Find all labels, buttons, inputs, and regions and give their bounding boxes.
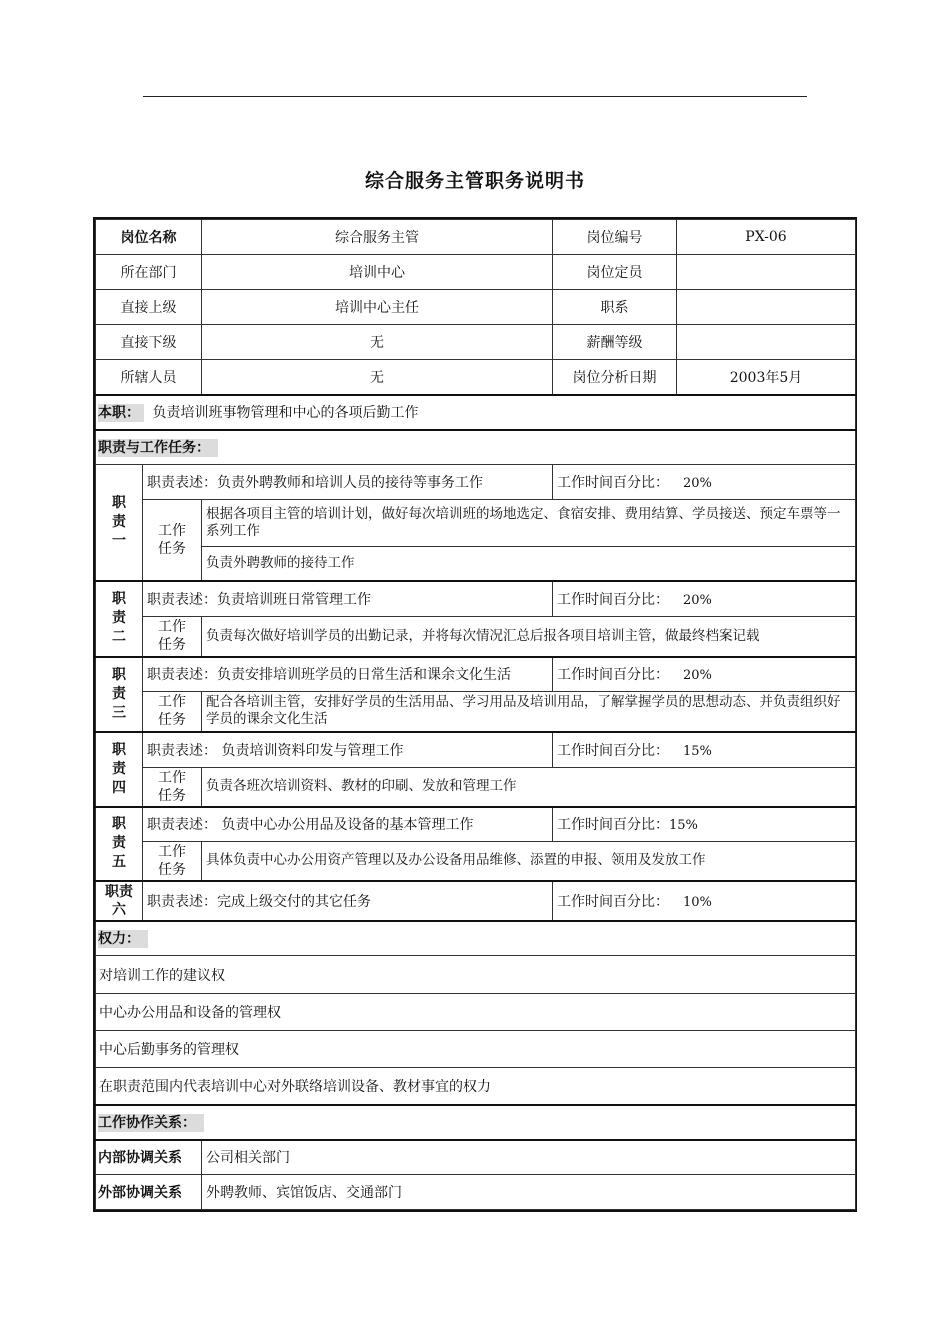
row-position-name [96, 220, 856, 255]
duty-1-label: 职 责 一 [96, 465, 143, 581]
row-core-duty [96, 395, 856, 430]
staff-value: 无 [202, 360, 553, 395]
duty-6-label: 职责 六 [96, 881, 143, 921]
duty-2-percentage: 工作时间百分比： 20% [553, 581, 856, 617]
row-relations-header [96, 1105, 856, 1140]
row-powers-header [96, 921, 856, 956]
position-code-value: PX-06 [677, 220, 856, 255]
department-label: 所在部门 [96, 255, 202, 290]
core-duty-text: 负责培训班事物管理和中心的各项后勤工作 [152, 405, 419, 421]
power-row [96, 1068, 856, 1105]
duty-task-row [96, 547, 856, 581]
headcount-label: 岗位定员 [553, 255, 677, 290]
duties-header: 职责与工作任务： [98, 439, 218, 457]
power-item: 中心后勤事务的管理权 [96, 1031, 856, 1068]
duty-4-percentage: 工作时间百分比： 15% [553, 732, 856, 768]
document-title: 综合服务主管职务说明书 [364, 170, 585, 192]
duty-3-label: 职 责 三 [96, 657, 143, 732]
staff-label: 所辖人员 [96, 360, 202, 395]
relation-row [96, 1175, 856, 1210]
duty-4-description: 职责表述： 负责培训资料印发与管理工作 [143, 732, 553, 768]
duty-1-task-label: 工作 任务 [143, 500, 202, 581]
duty-row [96, 465, 856, 500]
row-staff [96, 360, 856, 395]
power-item: 中心办公用品和设备的管理权 [96, 994, 856, 1031]
duty-task-row [96, 842, 856, 881]
duty-task-row [96, 692, 856, 732]
duty-row [96, 657, 856, 692]
duty-task-row [96, 617, 856, 657]
duty-1-task-1: 根据各项目主管的培训计划，做好每次培训班的场地选定、食宿安排、费用结算、学员接送、预定车票等一系列工作 [202, 500, 856, 547]
relations-header: 工作协作关系： [98, 1114, 204, 1132]
duty-row [96, 807, 856, 842]
row-superior [96, 290, 856, 325]
duty-task-row [96, 500, 856, 547]
duty-2-task-1: 负责每次做好培训学员的出勤记录，并将每次情况汇总后报各项目培训主管，做最终档案记载 [202, 617, 856, 657]
duty-5-description: 职责表述： 负责中心办公用品及设备的基本管理工作 [143, 807, 553, 842]
header-rule [143, 96, 807, 97]
department-value: 培训中心 [202, 255, 553, 290]
duty-2-description: 职责表述：负责培训班日常管理工作 [143, 581, 553, 617]
duty-4-task-label: 工作 任务 [143, 768, 202, 807]
duty-1-description: 职责表述：负责外聘教师和培训人员的接待等事务工作 [143, 465, 553, 500]
duties-header-cell [96, 430, 856, 465]
duty-task-row [96, 768, 856, 807]
analysis-date-label: 岗位分析日期 [553, 360, 677, 395]
duty-6-description: 职责表述：完成上级交付的其它任务 [143, 881, 553, 921]
row-department [96, 255, 856, 290]
duty-2-label: 职 责 二 [96, 581, 143, 657]
power-row [96, 956, 856, 994]
job-series-label: 职系 [553, 290, 677, 325]
duty-3-task-label: 工作 任务 [143, 692, 202, 732]
duty-4-label: 职 责 四 [96, 732, 143, 807]
subordinate-label: 直接下级 [96, 325, 202, 360]
power-row [96, 994, 856, 1031]
duty-3-task-1: 配合各培训主管，安排好学员的生活用品、学习用品及培训用品，了解掌握学员的思想动态、并负责组织好学员的课余文化生活 [202, 692, 856, 732]
position-name-label: 岗位名称 [96, 220, 202, 255]
job-description-table [95, 219, 856, 1210]
powers-header: 权力： [98, 930, 148, 948]
relation-row [96, 1140, 856, 1175]
duty-4-task-1: 负责各班次培训资料、教材的印刷、发放和管理工作 [202, 768, 856, 807]
subordinate-value: 无 [202, 325, 553, 360]
internal-relation-value: 公司相关部门 [202, 1140, 856, 1175]
duty-5-label: 职 责 五 [96, 807, 143, 881]
pay-grade-label: 薪酬等级 [553, 325, 677, 360]
duty-3-description: 职责表述：负责安排培训班学员的日常生活和课余文化生活 [143, 657, 553, 692]
duty-5-percentage: 工作时间百分比：15% [553, 807, 856, 842]
powers-header-cell [96, 921, 856, 956]
analysis-date-value: 2003年5月 [677, 360, 856, 395]
duty-1-task-2: 负责外聘教师的接待工作 [202, 547, 856, 581]
row-subordinate [96, 325, 856, 360]
duty-3-percentage: 工作时间百分比： 20% [553, 657, 856, 692]
internal-relation-label: 内部协调关系 [96, 1140, 202, 1175]
power-row [96, 1031, 856, 1068]
duty-row [96, 881, 856, 921]
duty-5-task-label: 工作 任务 [143, 842, 202, 881]
row-duties-header [96, 430, 856, 465]
power-item: 对培训工作的建议权 [96, 956, 856, 994]
superior-label: 直接上级 [96, 290, 202, 325]
external-relation-value: 外聘教师、宾馆饭店、交通部门 [202, 1175, 856, 1210]
duty-row [96, 581, 856, 617]
duty-5-task-1: 具体负责中心办公用资产管理以及办公设备用品维修、添置的申报、领用及发放工作 [202, 842, 856, 881]
duty-2-task-label: 工作 任务 [143, 617, 202, 657]
core-duty-cell [96, 395, 856, 430]
duty-1-percentage: 工作时间百分比： 20% [553, 465, 856, 500]
superior-value: 培训中心主任 [202, 290, 553, 325]
duty-row [96, 732, 856, 768]
position-name-value: 综合服务主管 [202, 220, 553, 255]
pay-grade-value [677, 325, 856, 360]
external-relation-label: 外部协调关系 [96, 1175, 202, 1210]
position-code-label: 岗位编号 [553, 220, 677, 255]
job-series-value [677, 290, 856, 325]
job-description-form [93, 217, 857, 1212]
power-item: 在职责范围内代表培训中心对外联络培训设备、教材事宜的权力 [96, 1068, 856, 1105]
duty-6-percentage: 工作时间百分比： 10% [553, 881, 856, 921]
headcount-value [677, 255, 856, 290]
core-duty-label: 本职： [98, 404, 144, 422]
relations-header-cell [96, 1105, 856, 1140]
